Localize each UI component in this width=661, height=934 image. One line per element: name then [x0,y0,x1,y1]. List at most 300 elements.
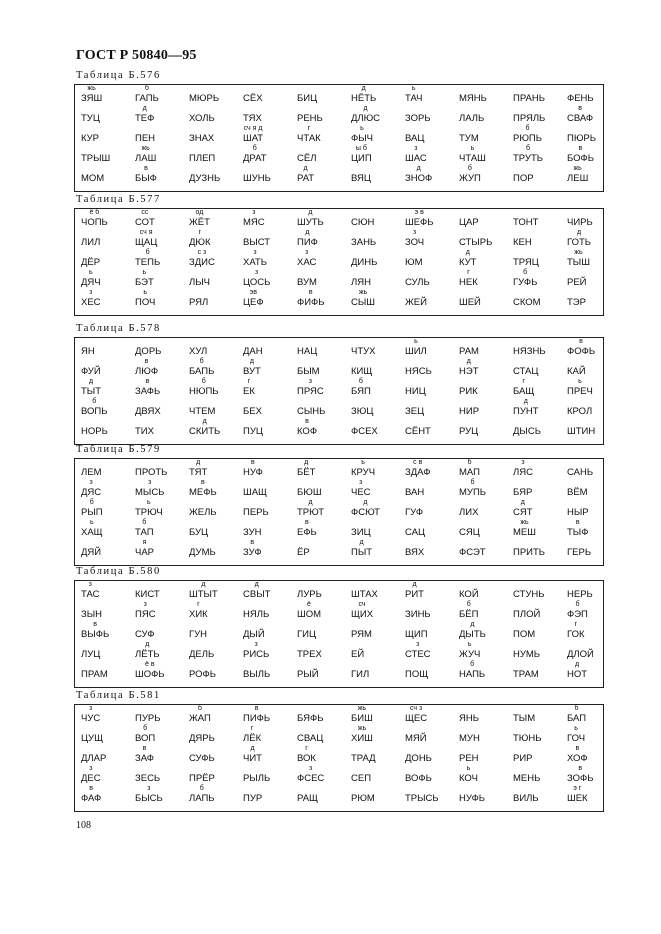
word-text: ЯНЬ [459,713,479,724]
word-text: ПРЯЛЬ [513,113,546,124]
pronunciation-mark: д [303,165,308,172]
word-text: НЯЛЬ [243,609,270,620]
word-cell [405,581,424,600]
word-cell [81,153,110,164]
word-text: ДОНЬ [405,753,432,764]
word-cell [405,257,423,268]
word-cell [459,507,478,518]
word-text: ЗЯШ [81,93,103,104]
word-cell [459,621,486,640]
word-text: ТРЕХ [297,649,322,660]
word-cell [81,209,108,228]
word-cell [459,165,481,184]
word-text: РЮМ [351,793,375,804]
word-cell [513,629,535,640]
word-text: РАЩ [297,793,318,804]
word-cell [81,479,102,498]
pronunciation-mark: сч я [139,229,153,236]
word-text: ХОЛЬ [189,113,215,124]
word-cell [351,85,377,104]
pronunciation-mark: с в [413,459,423,466]
word-cell [405,753,432,764]
word-text: КАЙ [567,366,586,377]
word-text: НИЦ [405,386,426,397]
word-cell [135,105,155,124]
word-cell [81,133,99,144]
word-cell [135,713,160,724]
word-cell [567,165,589,184]
word-text: ШУНЬ [243,173,271,184]
pronunciation-mark: б [199,785,204,792]
word-cell [351,289,375,308]
word-text: ЦОСЬ [243,277,271,288]
word-text: ДЫЙ [243,629,265,640]
word-cell [567,338,596,357]
pronunciation-mark: д [466,358,471,365]
word-cell [459,93,487,104]
word-cell [135,85,159,104]
pronunciation-mark: б [358,378,363,385]
word-text: ТРАД [351,753,376,764]
word-text: СУФЬ [189,753,215,764]
word-text: ГОТЬ [567,237,592,248]
word-cell [351,173,371,184]
word-text: ШАЩ [243,487,267,498]
word-cell [459,145,486,164]
word-cell [405,406,424,417]
word-text: СЫШ [351,297,375,308]
pronunciation-mark: в [254,705,259,712]
pronunciation-mark: з [255,269,259,276]
word-text: ВЯЦ [351,173,371,184]
word-cell [189,649,214,660]
pronunciation-mark: д [202,418,207,425]
word-text: ХОФ [567,753,588,764]
word-text: ПРЁР [189,773,215,784]
word-cell [189,479,217,498]
word-text: ПЕРЬ [243,507,269,518]
pronunciation-mark: в [201,479,205,486]
word-text: ПОЧ [135,297,156,308]
word-cell [81,85,103,104]
word-text: ЦУЩ [81,733,103,744]
word-cell [297,669,319,680]
word-text: ПОР [513,173,534,184]
word-text: ФСЕХ [351,426,378,437]
word-cell [459,426,478,437]
pronunciation-mark: в [142,745,147,752]
word-cell [243,745,262,764]
word-text: СТЕС [405,649,431,660]
word-cell [297,153,316,164]
pronunciation-mark: б [89,499,94,506]
word-cell [351,277,371,288]
word-text: КУР [81,133,100,144]
word-cell [405,113,431,124]
word-text: СКОМ [513,297,541,308]
word-text: ШТИН [567,426,596,437]
word-text: РЕНЬ [297,113,323,124]
word-text: ЛЕМ [81,467,102,478]
word-text: МЮРЬ [189,93,220,104]
word-text: ЛЮФ [135,366,159,377]
word-cell [567,93,594,104]
word-text: НУФ [243,467,263,478]
pronunciation-mark: ь [142,269,147,276]
word-cell [297,459,316,478]
word-cell [567,133,596,144]
word-cell [81,705,101,724]
word-text: РИК [459,386,478,397]
word-cell [405,277,430,288]
word-text: ЛИЛ [81,237,101,248]
pronunciation-mark: жь [87,85,96,92]
word-text: ВЫСТ [243,237,271,248]
pronunciation-mark: эв [249,289,257,296]
word-text: ШУТЬ [297,217,324,228]
pronunciation-mark: г [305,745,308,752]
word-text: ЧАР [135,547,155,558]
pronunciation-mark: в [250,539,255,546]
word-cell [567,765,594,784]
word-text: ЧИРЬ [567,217,593,228]
word-text: ЛЯС [513,467,533,478]
word-text: ФСЮТ [351,507,380,518]
word-cell [405,145,427,164]
word-text: ХАС [297,257,317,268]
word-cell [405,209,434,228]
word-cell [567,406,592,417]
word-text: РЫП [81,507,103,518]
word-cell [189,669,216,680]
pronunciation-mark: д [250,745,255,752]
word-text: ХУЛ [189,346,208,357]
word-text: БУЦ [189,527,209,538]
word-cell [135,269,154,288]
word-text: НЕРЬ [567,589,593,600]
word-cell [189,418,221,437]
pronunciation-mark: б [252,145,257,152]
pronunciation-mark: г [197,601,200,608]
word-text: ПРАНЬ [513,93,545,104]
word-cell [135,785,163,804]
pronunciation-mark: д [308,209,313,216]
word-text: КОЙ [459,589,479,600]
word-cell [459,589,479,600]
word-text: ПРОТЬ [135,467,168,478]
table-row [75,289,603,317]
pronunciation-mark: д [470,621,475,628]
word-cell [513,398,539,417]
word-cell [189,229,211,248]
word-text: ВОПЬ [81,406,108,417]
word-text: СЫНЬ [297,406,326,417]
word-cell [135,249,161,268]
word-cell [351,257,377,268]
pronunciation-mark: ё [307,601,311,608]
word-cell [297,165,315,184]
word-cell [567,145,594,164]
pronunciation-mark: д [305,229,310,236]
pronunciation-mark: б [143,725,148,732]
pronunciation-mark: г [467,269,470,276]
word-text: ДАН [243,346,263,357]
word-text: ХЕС [81,297,101,308]
pronunciation-mark: з [89,765,93,772]
word-text: РЫЙ [297,669,319,680]
pronunciation-mark: д [412,581,417,588]
word-text: ЗАНЬ [351,237,377,248]
word-cell [243,507,269,518]
word-text: ДУМЬ [189,547,216,558]
pronunciation-mark: д [416,165,421,172]
word-cell [567,366,586,377]
word-text: ТАП [135,527,154,538]
word-text: ЧЕС [351,487,371,498]
pronunciation-mark: з [143,601,147,608]
word-cell [459,601,479,620]
word-cell [567,547,591,558]
word-text: ФСЭТ [459,547,486,558]
word-cell [513,793,539,804]
word-text: СКИТЬ [189,426,221,437]
word-cell [297,289,325,308]
word-cell [243,426,263,437]
word-cell [513,257,539,268]
word-text: ШОФЬ [135,669,165,680]
word-cell [297,93,317,104]
word-cell [243,145,267,164]
word-cell [405,705,428,724]
word-text: КЕН [513,237,532,248]
pronunciation-mark: жь [573,165,582,172]
word-cell [135,406,161,417]
pronunciation-mark: б [92,398,97,405]
word-cell [567,725,586,744]
word-cell [567,661,588,680]
word-text: ПЛОЙ [513,609,541,620]
word-text: ЦЕФ [243,297,264,308]
word-cell [135,378,161,397]
word-text: НУМЬ [513,649,541,660]
word-cell [351,145,372,164]
word-cell [189,507,217,518]
word-cell [81,753,106,764]
pronunciation-mark: в [305,519,309,526]
word-cell [189,547,216,558]
word-cell [513,589,544,600]
word-cell [513,733,542,744]
word-cell [243,669,270,680]
word-text: САНЬ [567,467,594,478]
word-text: ЛЯН [351,277,371,288]
word-text: ЩАЦ [135,237,158,248]
word-cell [189,173,220,184]
word-cell [81,113,100,124]
word-text: САЦ [405,527,426,538]
word-text: СТУНЬ [513,589,545,600]
word-cell [405,85,423,104]
word-text: ТИХ [135,426,154,437]
word-text: МЫСЬ [135,487,165,498]
word-cell [513,753,533,764]
word-cell [351,406,373,417]
word-cell [297,745,316,764]
word-cell [297,487,322,498]
pronunciation-mark: в [93,621,97,628]
word-cell [243,527,262,538]
word-text: ТЫМ [513,713,536,724]
word-cell [351,649,364,660]
word-text: НИР [459,406,480,417]
word-text: ШОМ [297,609,322,620]
word-cell [459,753,479,764]
word-cell [351,105,381,124]
word-table [74,458,604,566]
word-cell [189,527,208,538]
word-text: ПЛЕП [189,153,216,164]
word-cell [81,269,101,288]
word-text: ТРЫШ [81,153,111,164]
word-cell [81,621,110,640]
word-cell [405,669,428,680]
word-cell [459,479,487,498]
word-text: ПУР [243,793,263,804]
word-text: ЖАП [189,713,211,724]
word-cell [135,165,157,184]
pronunciation-mark: ь [414,338,418,345]
pronunciation-mark: д [465,249,470,256]
word-text: ШАС [405,153,427,164]
word-text: ГОК [567,629,585,640]
word-cell [81,346,95,357]
word-text: ВИЛЬ [513,793,539,804]
word-cell [297,765,325,784]
pronunciation-mark: д [201,581,206,588]
word-cell [459,113,484,124]
word-text: ТРЮТ [297,507,325,518]
word-table [74,580,604,688]
word-cell [189,733,215,744]
word-cell [351,773,371,784]
word-text: ЗАФЬ [135,386,161,397]
pronunciation-mark: од [195,209,204,216]
word-text: ПРИТЬ [513,547,546,558]
table-caption: Таблица Б.576 [76,70,161,81]
word-cell [459,133,479,144]
word-cell [297,519,317,538]
word-text: ЗОФЬ [567,773,594,784]
word-text: ТРУТЬ [513,153,544,164]
word-text: ЦАР [459,217,479,228]
word-cell [297,733,323,744]
word-cell [513,547,545,558]
word-cell [567,649,594,660]
word-cell [405,165,433,184]
word-text: ДЯЧ [81,277,101,288]
pronunciation-mark: в [144,358,149,365]
table-row [75,539,603,567]
word-text: ТЫФ [567,527,589,538]
word-text: ПЯС [135,609,156,620]
word-text: ПУНТ [513,406,539,417]
pronunciation-mark: д [363,499,368,506]
word-cell [351,217,374,228]
word-text: МЕФЬ [189,487,217,498]
word-text: ФЭП [567,609,588,620]
word-cell [135,467,167,478]
word-cell [297,601,322,620]
pronunciation-mark: сч я д [243,125,263,132]
word-cell [459,793,485,804]
pronunciation-mark: б [197,705,202,712]
word-cell [135,589,160,600]
word-text: ЧТАШ [459,153,486,164]
word-text: ЛЕШ [567,173,589,184]
pronunciation-mark: б [199,358,204,365]
word-cell [513,217,538,228]
word-text: МЯНЬ [459,93,487,104]
word-text: БЯР [513,487,533,498]
word-cell [243,629,265,640]
pronunciation-mark: с з [197,249,207,256]
word-cell [189,297,208,308]
word-text: ХАЩ [81,527,103,538]
word-text: СЯЦ [459,527,480,538]
pronunciation-mark: з [147,785,151,792]
word-text: ЧТЕМ [189,406,216,417]
pronunciation-mark: ы б [355,145,367,152]
word-text: ДОРЬ [135,346,162,357]
word-cell [405,527,425,538]
word-text: ЗИНЬ [405,609,431,620]
word-text: ЗНАХ [189,133,215,144]
word-text: МЯЙ [405,733,427,744]
word-cell [567,745,588,764]
word-text: ЯН [81,346,95,357]
word-text: ПЮРЬ [567,133,596,144]
pronunciation-mark: з [253,249,257,256]
pronunciation-mark: б [575,601,580,608]
document-header: ГОСТ Р 50840—95 [76,48,197,63]
word-cell [513,269,538,288]
word-text: ХАТЬ [243,257,267,268]
pronunciation-mark: з [88,581,92,588]
word-text: ВЁМ [567,487,588,498]
word-cell [81,237,100,248]
word-text: ГИЦ [297,629,316,640]
pronunciation-mark: жь [520,519,529,526]
word-cell [459,249,477,268]
word-table [74,84,604,192]
pronunciation-mark: жь [358,289,368,296]
word-cell [189,93,219,104]
word-cell [189,358,215,377]
word-text: ЮМ [405,257,423,268]
word-text: ШАТ [243,133,264,144]
word-cell [351,366,372,377]
word-cell [459,217,479,228]
word-text: ВОФЬ [405,773,432,784]
word-cell [513,237,532,248]
word-text: СЮН [351,217,375,228]
word-text: СТАЦ [513,366,539,377]
pronunciation-mark: д [142,105,147,112]
word-cell [81,785,102,804]
word-text: ДЁР [81,257,101,268]
pronunciation-mark: з [89,289,93,296]
word-cell [243,209,265,228]
